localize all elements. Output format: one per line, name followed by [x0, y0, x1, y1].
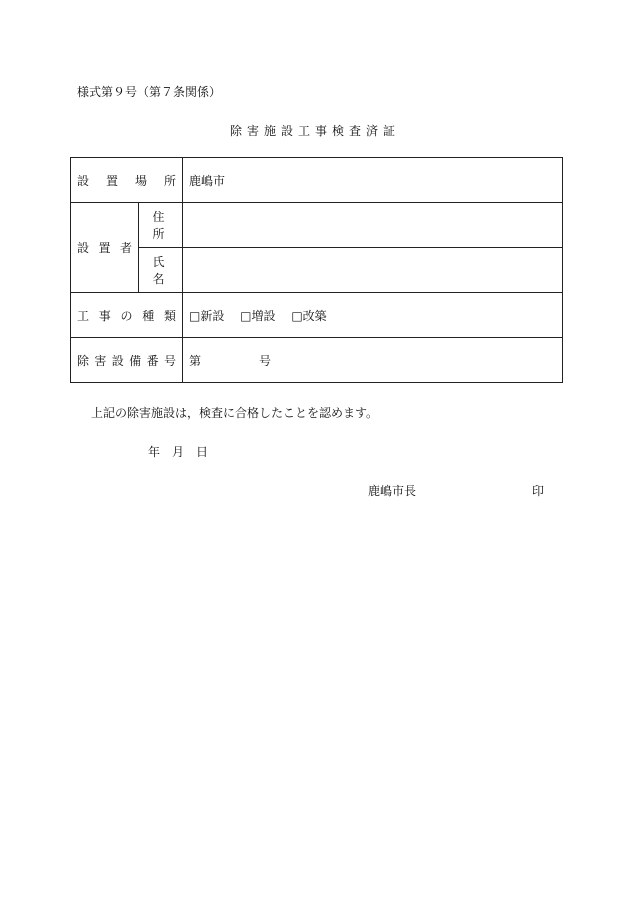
equipment-label-char-2: 害 — [94, 353, 107, 368]
equipment-number-label — [77, 352, 176, 369]
document-title: 除害施設工事検査済証 — [229, 124, 400, 138]
location-label-char-2: 置 — [105, 173, 118, 188]
location-label-char-4: 所 — [163, 173, 176, 188]
equipment-number-label-cell — [71, 338, 183, 383]
name-value — [183, 248, 563, 293]
work-type-options — [183, 293, 563, 338]
work-type-label-char-5: 類 — [163, 308, 176, 323]
equipment-label-char-4: 備 — [129, 353, 142, 368]
equipment-label-char-3: 設 — [111, 353, 124, 368]
equipment-label-char-5: 番 — [146, 353, 159, 368]
option-expansion[interactable]: □増設 — [240, 308, 276, 323]
row-work-type — [71, 293, 563, 338]
address-label: 住所 — [139, 203, 183, 248]
installer-label — [77, 239, 132, 256]
installer-label-char-3: 者 — [119, 241, 132, 255]
equipment-number-value — [183, 338, 563, 383]
row-installer-name — [71, 248, 563, 293]
row-installer-address — [71, 203, 563, 248]
signer-title: 鹿嶋市長 — [368, 484, 417, 498]
work-type-label-cell — [71, 293, 183, 338]
row-equipment-number — [71, 338, 563, 383]
location-label — [77, 172, 176, 189]
work-type-label-char-3: の — [120, 308, 133, 323]
work-type-label — [77, 307, 176, 324]
location-value: 鹿嶋市 — [183, 158, 563, 203]
option-new-construction[interactable]: □新設 — [189, 308, 225, 323]
work-type-label-char-2: 事 — [98, 308, 111, 323]
installer-label-char-2: 置 — [98, 241, 111, 255]
option-renovation[interactable]: □改築 — [291, 308, 327, 323]
equipment-number-prefix: 第 — [189, 353, 202, 368]
seal-mark: 印 — [532, 484, 545, 498]
work-type-label-char-4: 種 — [142, 308, 155, 323]
installer-label-cell — [71, 203, 139, 293]
row-location — [71, 158, 563, 203]
location-label-cell — [71, 158, 183, 203]
installer-label-char-1: 設 — [77, 241, 90, 255]
equipment-label-char-6: 号 — [163, 353, 176, 368]
equipment-number-suffix: 号 — [259, 353, 272, 368]
certification-statement: 上記の除害施設は，検査に合格したことを認めます。 — [91, 406, 379, 420]
work-type-label-char-1: 工 — [77, 308, 90, 323]
location-label-char-3: 場 — [134, 173, 147, 188]
certificate-table — [70, 157, 563, 383]
date-line: 年 月 日 — [148, 445, 209, 459]
location-label-char-1: 設 — [77, 173, 90, 188]
address-value — [183, 203, 563, 248]
name-label: 氏名 — [139, 248, 183, 293]
equipment-label-char-1: 除 — [77, 353, 90, 368]
form-number: 様式第９号（第７条関係） — [77, 85, 222, 99]
